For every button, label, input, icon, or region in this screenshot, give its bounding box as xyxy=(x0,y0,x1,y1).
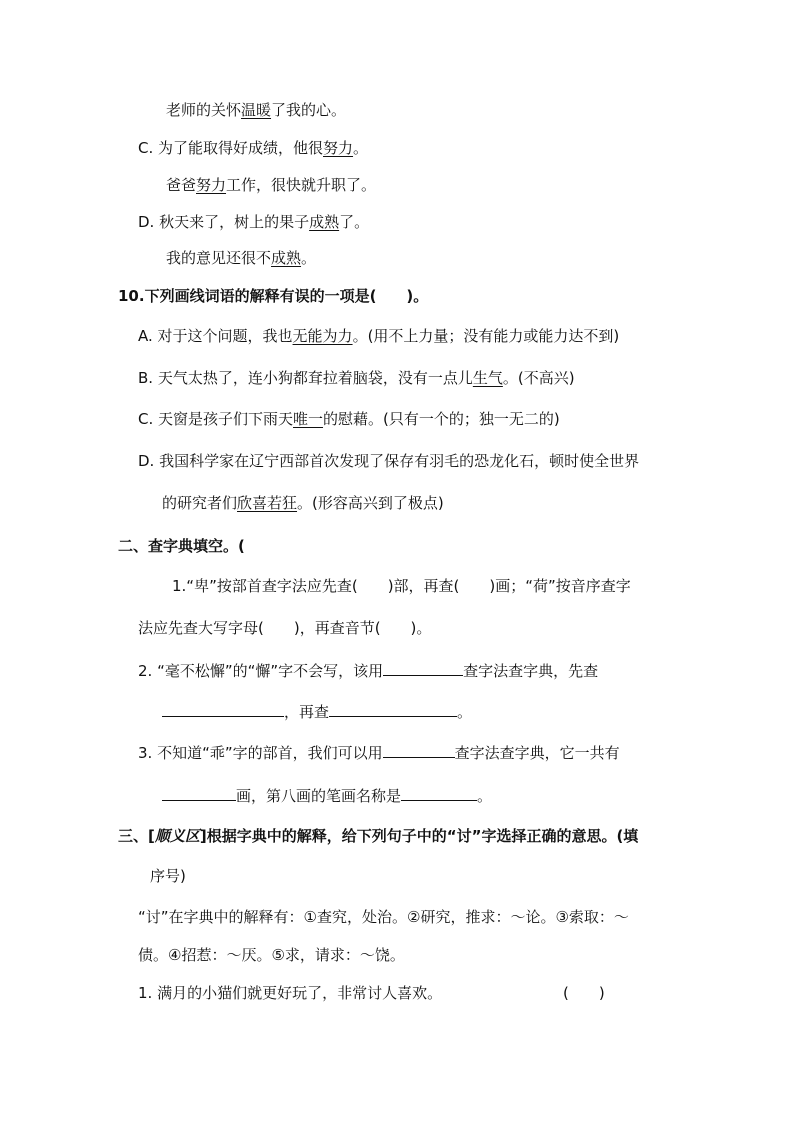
definition-line-2: 债。④招惹：～厌。⑤求，请求：～饶。 xyxy=(138,946,405,964)
answer-blank[interactable] xyxy=(383,741,455,758)
option-d-sentence-2: 我的意见还很不成熟。 xyxy=(166,249,317,267)
underlined-word: 唯一 xyxy=(293,410,324,428)
section-3-title-line-2: 序号) xyxy=(150,867,186,885)
s2-question-2-line-1: 2. “毫不松懈”的“懈”字不会写，该用 查字法查字典，先查 xyxy=(138,659,598,681)
option-d-line-2: 的研究者们欣喜若狂。(形容高兴到了极点) xyxy=(162,494,444,512)
underlined-word: 成熟 xyxy=(271,249,302,267)
option-a: A. 对于这个问题，我也无能为力。(用不上力量；没有能力或能力达不到) xyxy=(138,327,620,345)
underlined-word: 欣喜若狂 xyxy=(237,494,298,512)
s3-question-1: 1. 满月的小猫们就更好玩了，非常讨人喜欢。 xyxy=(138,984,443,1002)
answer-blank[interactable] xyxy=(383,659,463,676)
option-c: C. 天窗是孩子们下雨天唯一的慰藉。(只有一个的；独一无二的) xyxy=(138,410,560,428)
option-d-sentence-1: D. 秋天来了，树上的果子成熟了。 xyxy=(138,213,370,231)
section-2-title: 二、查字典填空。( xyxy=(118,537,245,555)
section-3-title: 三、[顺义区]根据字典中的解释，给下列句子中的“讨”字选择正确的意思。(填 xyxy=(118,827,639,845)
answer-parentheses[interactable]: ( ) xyxy=(563,984,605,1002)
underlined-word: 成熟 xyxy=(309,213,340,231)
question-10-title: 10.下列画线词语的解释有误的一项是( )。 xyxy=(118,287,429,305)
underlined-word: 努力 xyxy=(323,139,354,157)
s2-question-3-line-2: 画，第八画的笔画名称是 。 xyxy=(162,784,492,806)
option-c-sentence-1: C. 为了能取得好成绩，他很努力。 xyxy=(138,139,369,157)
definition-line-1: “讨”在字典中的解释有：①查究，处治。②研究，推求：～论。③索取：～ xyxy=(138,908,629,926)
option-b-sentence-2: 老师的关怀温暖了我的心。 xyxy=(166,101,347,119)
answer-blank[interactable] xyxy=(401,784,477,801)
s2-question-1-line-1: 1.“卑”按部首查字法应先查( )部，再查( )画；“荷”按音序查字 xyxy=(172,577,631,595)
s2-question-3-line-1: 3. 不知道“乖”字的部首，我们可以用 查字法查字典，它一共有 xyxy=(138,741,620,763)
answer-blank[interactable] xyxy=(162,784,236,801)
answer-blank[interactable] xyxy=(162,700,284,717)
option-b: B. 天气太热了，连小狗都耷拉着脑袋，没有一点儿生气。(不高兴) xyxy=(138,369,575,387)
answer-blank[interactable] xyxy=(329,700,457,717)
underlined-word: 生气 xyxy=(472,369,503,387)
option-d-line-1: D. 我国科学家在辽宁西部首次发现了保存有羽毛的恐龙化石，顿时使全世界 xyxy=(138,452,640,470)
region-tag: 顺义区 xyxy=(154,827,200,845)
underlined-word: 无能为力 xyxy=(292,327,353,345)
underlined-word: 努力 xyxy=(196,176,227,194)
underlined-word: 温暖 xyxy=(241,101,272,119)
s2-question-1-line-2: 法应先查大写字母( )，再查音节( )。 xyxy=(138,619,432,637)
option-c-sentence-2: 爸爸努力工作，很快就升职了。 xyxy=(166,176,377,194)
s2-question-2-line-2: ，再查 。 xyxy=(162,700,472,722)
